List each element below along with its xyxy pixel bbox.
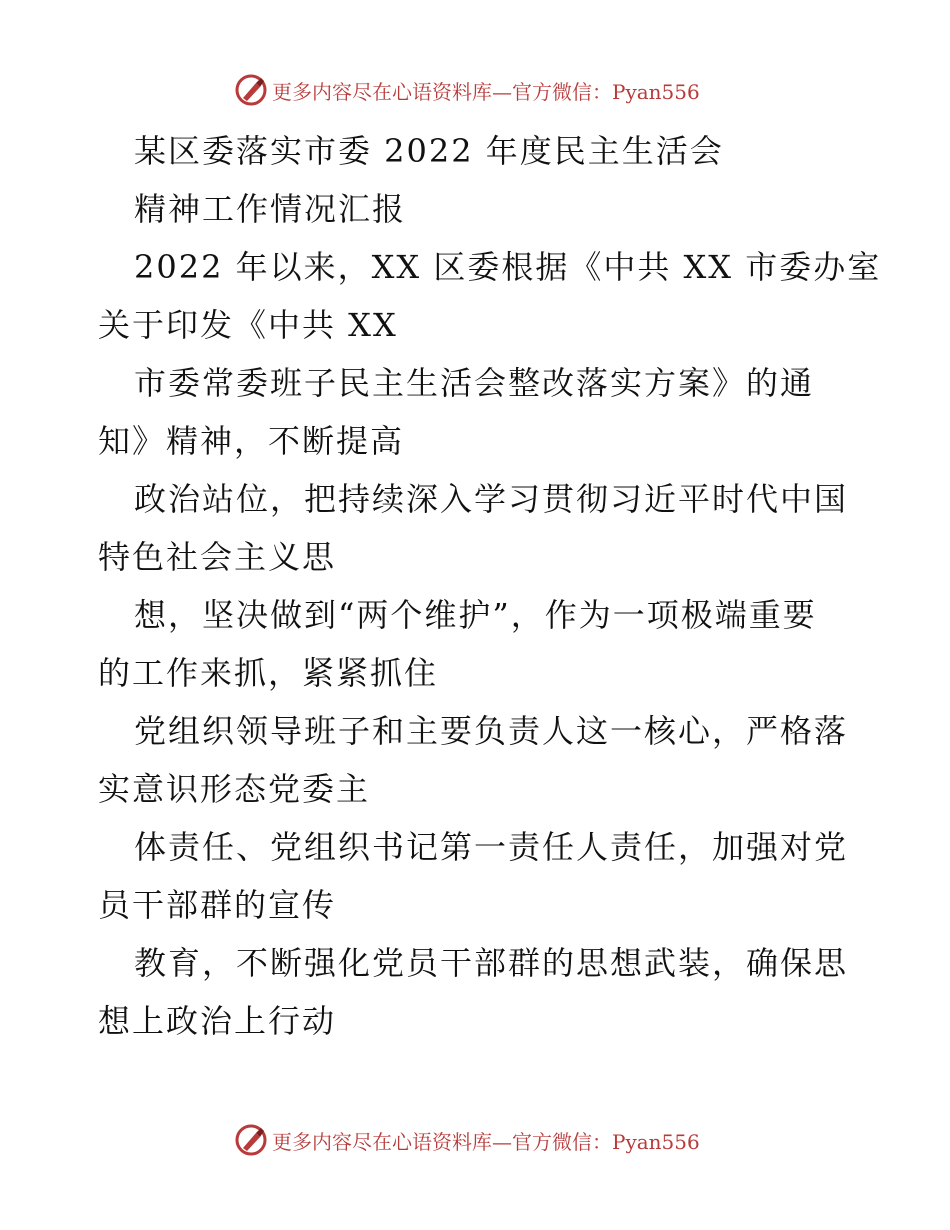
paragraph-line: 特色社会主义思 bbox=[98, 538, 337, 576]
title-line-2: 精神工作情况汇报 bbox=[134, 190, 407, 228]
header-banner-text: 更多内容尽在心语资料库—官方微信：Pyan556 bbox=[272, 79, 700, 104]
footer-banner bbox=[234, 1120, 700, 1160]
paragraph-line: 想上政治上行动 bbox=[98, 1002, 337, 1040]
paragraph-line: 想，坚决做到“两个维护”，作为一项极端重要 bbox=[134, 596, 817, 634]
paragraph-line: 员干部群的宣传 bbox=[98, 886, 337, 924]
paragraph-line: 党组织领导班子和主要负责人这一核心，严格落 bbox=[134, 712, 849, 750]
paragraph-line: 知》精神，不断提高 bbox=[98, 422, 405, 460]
document-body bbox=[98, 122, 882, 1050]
title-line-1: 某区委落实市委 2022 年度民主生活会 bbox=[134, 132, 724, 170]
footer-banner-text: 更多内容尽在心语资料库—官方微信：Pyan556 bbox=[272, 1129, 700, 1154]
paragraph-line: 体责任、党组织书记第一责任人责任，加强对党 bbox=[134, 828, 849, 866]
paragraph-line: 实意识形态党委主 bbox=[98, 770, 371, 808]
paragraph-line: 市委常委班子民主生活会整改落实方案》的通 bbox=[134, 364, 815, 402]
paragraph-line: 教育，不断强化党员干部群的思想武装，确保思 bbox=[134, 944, 849, 982]
paragraph-line: 2022 年以来，XX 区委根据《中共 XX 市委办室 bbox=[134, 248, 882, 286]
pen-logo-icon bbox=[234, 73, 268, 107]
paragraph-line: 的工作来抓，紧紧抓住 bbox=[98, 654, 439, 692]
paragraph-line: 政治站位，把持续深入学习贯彻习近平时代中国 bbox=[134, 480, 849, 518]
header-banner bbox=[234, 70, 700, 110]
paragraph-line: 关于印发《中共 XX bbox=[98, 306, 398, 344]
pen-logo-icon bbox=[234, 1123, 268, 1157]
